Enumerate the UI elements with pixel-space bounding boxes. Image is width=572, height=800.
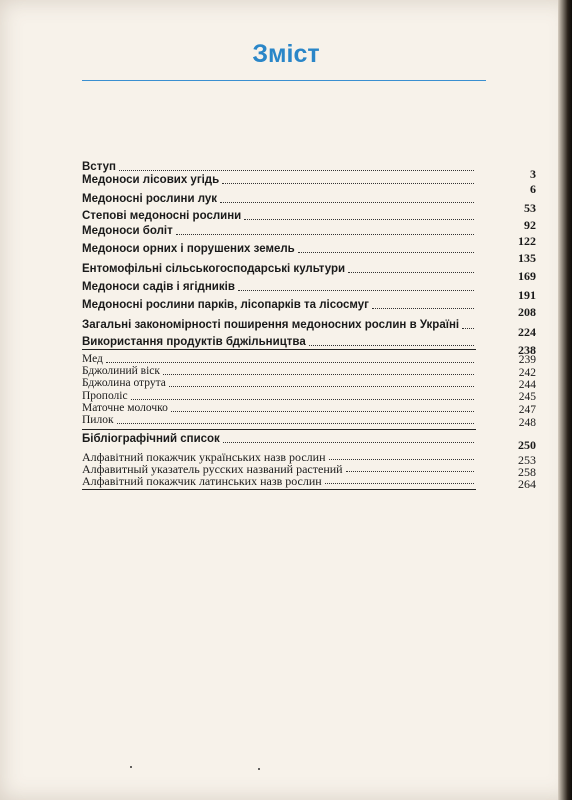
toc-entry-label: Використання продуктів бджільництва bbox=[82, 336, 306, 348]
toc-subentry[interactable] bbox=[82, 414, 536, 429]
toc-leader-dots bbox=[171, 411, 474, 412]
toc-entry-page: 238 bbox=[518, 343, 536, 357]
section-divider bbox=[82, 349, 476, 350]
toc-entry-page: 250 bbox=[518, 438, 536, 452]
toc-entry-page: 191 bbox=[518, 288, 536, 302]
paper-speck bbox=[130, 766, 132, 768]
toc-entry-label: Алфавітний покажчик латинських назв рослин bbox=[82, 474, 322, 488]
toc-subentry-label: Мед bbox=[82, 353, 103, 365]
toc-leader-dots bbox=[244, 219, 474, 220]
toc-leader-dots bbox=[169, 386, 474, 387]
toc-entry[interactable] bbox=[82, 319, 536, 339]
toc-leader-dots bbox=[176, 234, 474, 235]
toc-entry-page: 6 bbox=[530, 182, 536, 196]
toc-leader-dots bbox=[117, 423, 474, 424]
toc-entry-label: Медоноси боліт bbox=[82, 225, 173, 237]
toc-entry-page: 258 bbox=[518, 465, 536, 479]
toc-entry[interactable] bbox=[82, 174, 536, 196]
toc-entry-index[interactable] bbox=[82, 474, 536, 491]
toc-entry-label: Алфавітний покажчик українських назв рослин bbox=[82, 450, 326, 464]
toc-leader-dots bbox=[298, 252, 474, 253]
toc-entry-label: Степові медоносні рослини bbox=[82, 210, 242, 222]
section-divider bbox=[82, 489, 476, 490]
toc-leader-dots bbox=[119, 170, 474, 171]
toc-entry-label: Загальні закономірності поширення медоносних рослин в Україні bbox=[82, 319, 460, 331]
toc-entry-label: Вступ bbox=[82, 161, 116, 173]
toc-leader-dots bbox=[238, 290, 474, 291]
toc-subentry-label: Бджолина отрута bbox=[82, 377, 166, 389]
toc-leader-dots bbox=[462, 328, 474, 329]
toc-entry-label: Медоноси орних і порушених земель bbox=[82, 243, 295, 255]
toc-subentry-label: Пилок bbox=[82, 414, 114, 426]
toc-entry-page: 224 bbox=[518, 325, 536, 339]
toc-entry[interactable] bbox=[82, 299, 536, 319]
toc-entry-page: 264 bbox=[518, 477, 536, 491]
toc-leader-dots bbox=[309, 345, 474, 346]
page-title: Зміст bbox=[252, 40, 320, 68]
toc-entry[interactable] bbox=[82, 193, 536, 215]
toc-entry-label: Медоносні рослини парків, лісопарків та лісосмуг bbox=[82, 299, 369, 311]
paper-speck bbox=[258, 768, 260, 770]
toc-subentry-page: 248 bbox=[518, 417, 536, 429]
toc-leader-dots bbox=[329, 459, 474, 460]
toc-leader-dots bbox=[372, 308, 474, 309]
toc-subentry[interactable] bbox=[82, 402, 536, 416]
toc-entry-label: Ентомофільні сільськогосподарські культури bbox=[82, 263, 346, 275]
toc-entry-page: 208 bbox=[518, 305, 536, 319]
section-divider bbox=[82, 429, 476, 430]
toc-entry-bibliography[interactable] bbox=[82, 433, 536, 452]
toc-subentry[interactable] bbox=[82, 377, 536, 391]
toc-leader-dots bbox=[325, 483, 474, 484]
toc-subentry[interactable] bbox=[82, 353, 536, 366]
toc-subentry-page: 244 bbox=[518, 379, 536, 391]
toc-subentry-label: Бджолиний віск bbox=[82, 365, 160, 377]
toc-leader-dots bbox=[106, 362, 474, 363]
toc-entry[interactable] bbox=[82, 336, 536, 357]
toc-leader-dots bbox=[131, 399, 474, 400]
toc-entry-page: 53 bbox=[524, 201, 536, 215]
toc-leader-dots bbox=[163, 374, 474, 375]
toc-entry-label: Алфавитный указатель русских названий растений bbox=[82, 462, 343, 476]
toc-entry[interactable] bbox=[82, 281, 536, 302]
toc-subentry-page: 239 bbox=[518, 354, 536, 366]
toc-subentry-label: Прополіс bbox=[82, 390, 128, 402]
toc-leader-dots bbox=[222, 183, 474, 184]
toc-entry[interactable] bbox=[82, 243, 536, 265]
toc-subentry-page: 242 bbox=[518, 367, 536, 379]
toc-entry-page: 135 bbox=[518, 251, 536, 265]
toc-entry-page: 253 bbox=[518, 453, 536, 467]
toc-subentry[interactable] bbox=[82, 390, 536, 403]
toc-entry-page: 169 bbox=[518, 269, 536, 283]
toc-entry-label: Медоноси лісових угідь bbox=[82, 174, 220, 186]
toc-entry-page: 3 bbox=[530, 167, 536, 181]
toc-entry-label: Медоноси садів і ягідників bbox=[82, 281, 235, 293]
toc-leader-dots bbox=[220, 202, 474, 203]
toc-subentry[interactable] bbox=[82, 365, 536, 379]
toc-entry-page: 122 bbox=[518, 234, 536, 248]
toc-entry-label: Бібліографічний список bbox=[82, 433, 220, 445]
toc-leader-dots bbox=[348, 272, 474, 273]
toc-subentry-page: 247 bbox=[518, 404, 536, 416]
toc-leader-dots bbox=[346, 471, 474, 472]
toc-entry-label: Медоносні рослини лук bbox=[82, 193, 218, 205]
toc-entry-page: 92 bbox=[524, 218, 536, 232]
toc-subentry-label: Маточне молочко bbox=[82, 402, 168, 414]
toc-subentry-page: 245 bbox=[518, 391, 536, 403]
toc-entry[interactable] bbox=[82, 263, 536, 283]
toc-leader-dots bbox=[223, 442, 474, 443]
